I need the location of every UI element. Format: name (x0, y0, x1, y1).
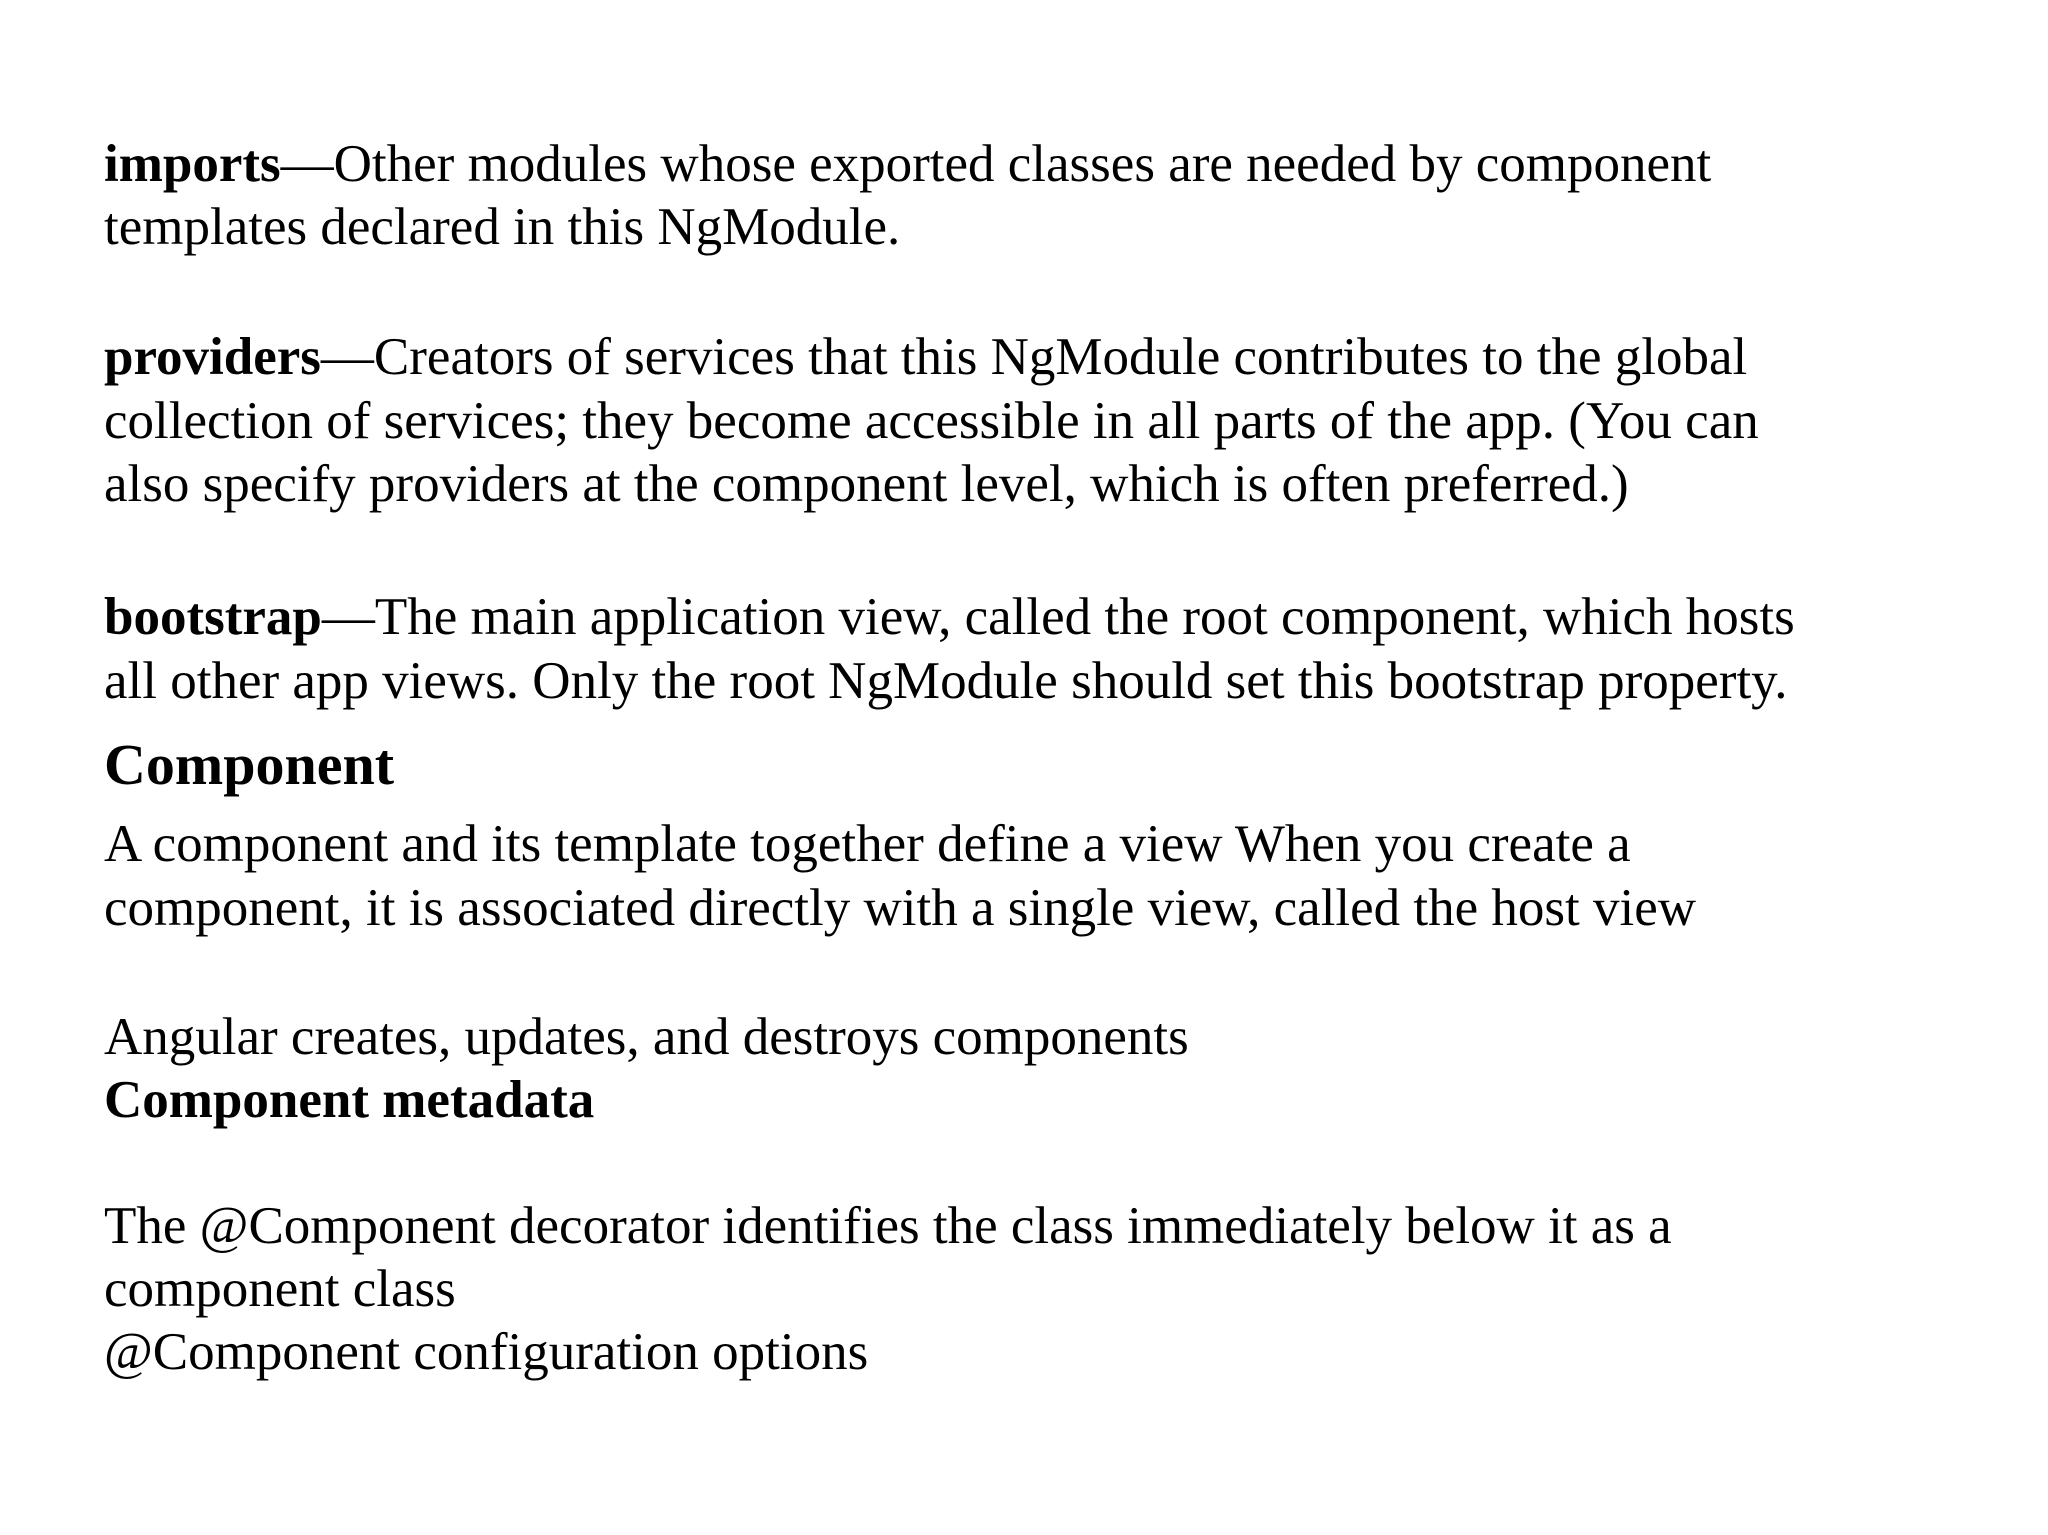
bootstrap-line-1 (104, 585, 1795, 649)
bootstrap-text-1: —The main application view, called the root component, which hosts (321, 588, 1795, 646)
imports-line-1 (104, 132, 1711, 196)
providers-line-2: collection of services; they become accessible in all parts of the app. (You can (104, 392, 1759, 450)
imports-term: imports (104, 135, 281, 193)
component-heading: Component (104, 732, 395, 797)
metadata-para2: @Component configuration options (104, 1323, 869, 1381)
imports-text-1: —Other modules whose exported classes are needed by component (280, 135, 1712, 193)
component-para1-line-1: A component and its template together define a view When you create a (104, 815, 1631, 873)
bootstrap-line-2: all other app views. Only the root NgModule should set this bootstrap property. (104, 652, 1788, 710)
component-para2: Angular creates, updates, and destroys components (104, 1008, 1189, 1066)
providers-term: providers (104, 328, 321, 386)
component-para1-line-2: component, it is associated directly with a single view, called the host view (104, 879, 1697, 937)
metadata-para1-line-1: The @Component decorator identifies the class immediately below it as a (104, 1197, 1672, 1255)
component-metadata-heading: Component metadata (104, 1071, 595, 1129)
providers-line-3: also specify providers at the component level, which is often preferred.) (104, 455, 1629, 513)
imports-line-2: templates declared in this NgModule. (104, 198, 901, 256)
metadata-para1-line-2: component class (104, 1260, 456, 1318)
providers-line-1 (104, 325, 1747, 389)
bootstrap-term: bootstrap (104, 588, 322, 646)
providers-text-1: —Creators of services that this NgModule contributes to the global (320, 328, 1748, 386)
